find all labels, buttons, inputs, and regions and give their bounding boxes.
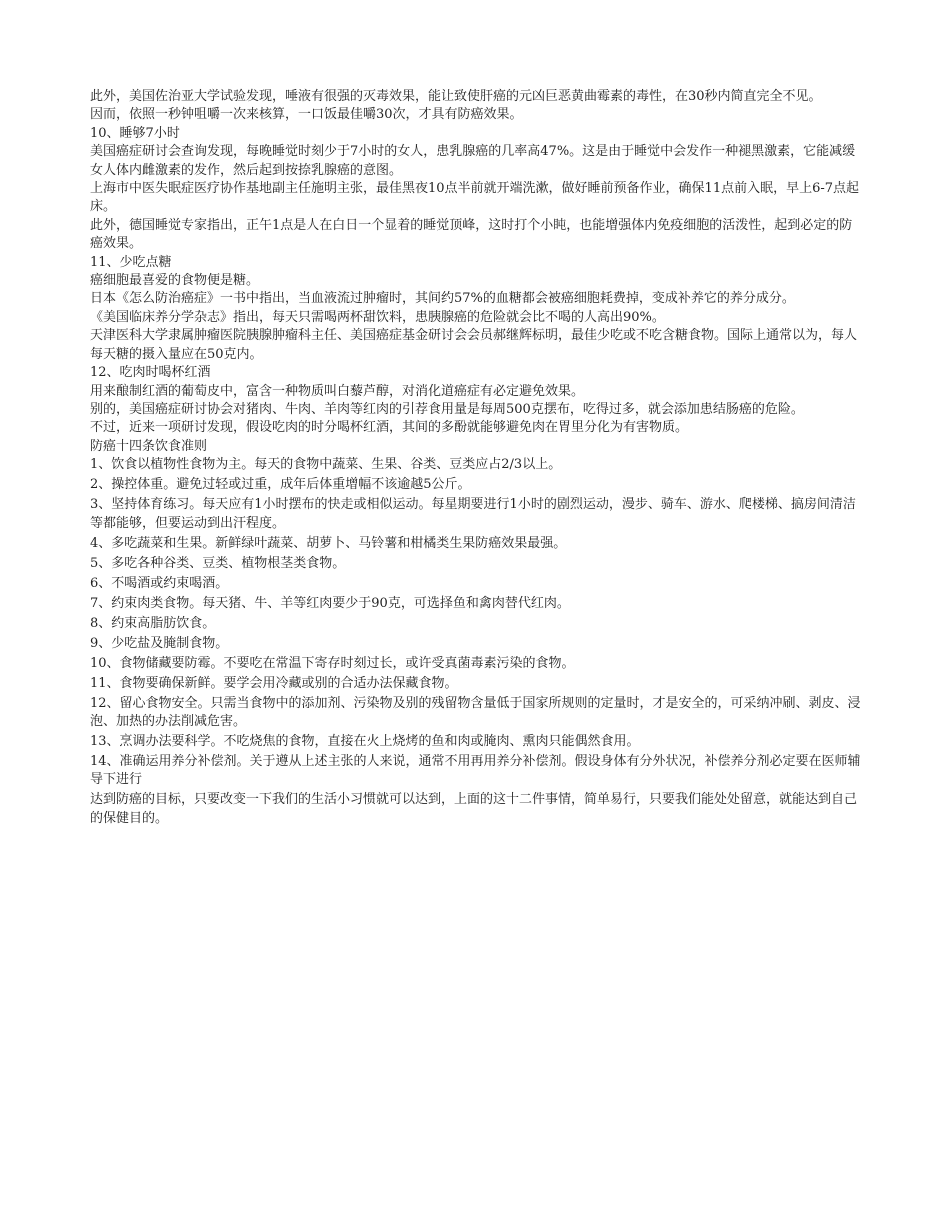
paragraph: 达到防癌的目标，只要改变一下我们的生活小习惯就可以达到，上面的这十二件事情，简单易行，只要我们能处处留意，就能达到自己的保健目的。 — [90, 792, 858, 826]
section-heading: 12、吃肉时喝杯红酒 — [90, 365, 211, 381]
section-heading: 防癌十四条饮食准则 — [90, 438, 208, 454]
rule-item: 11、食物要确保新鲜。要学会用冷藏或别的合适办法保藏食物。 — [90, 675, 458, 691]
rule-item: 14、准确运用养分补偿剂。关于遵从上述主张的人来说，通常不用再用养分补偿剂。假设身体有分外状况，补偿养分剂必定要在医师辅导下进行 — [90, 753, 861, 788]
rule-item: 6、不喝酒或约束喝酒。 — [90, 575, 229, 591]
rule-item: 10、食物储藏要防霉。不要吃在常温下寄存时刻过长，或许受真菌毒素污染的食物。 — [90, 655, 575, 671]
document-body — [90, 88, 862, 828]
section-heading: 10、睡够7小时 — [90, 125, 180, 141]
rule-item: 7、约束肉类食物。每天猪、牛、羊等红肉要少于90克，可选择鱼和禽肉替代红肉。 — [90, 595, 570, 611]
section-heading: 11、少吃点糖 — [90, 254, 172, 270]
rule-item: 12、留心食物安全。只需当食物中的添加剂、污染物及别的残留物含量低于国家所规则的定量时，才是安全的，可采纳冲刷、剥皮、浸泡、加热的办法削减危害。 — [90, 695, 861, 729]
rule-item: 4、多吃蔬菜和生果。新鲜绿叶蔬菜、胡萝卜、马铃薯和柑橘类生果防癌效果最强。 — [90, 535, 567, 551]
paragraph: 因而，依照一秒钟咀嚼一次来核算，一口饭最佳嚼30次，才具有防癌效果。 — [90, 107, 523, 123]
paragraph: 美国癌症研讨会查询发现，每晚睡觉时刻少于7小时的女人，患乳腺癌的几率高47%。这是由于睡觉中会发作一种褪黑激素，它能减缓女人体内雌激素的发作，然后起到按捺乳腺癌的意图。 — [90, 144, 856, 178]
rule-item: 8、约束高脂肪饮食。 — [90, 615, 216, 631]
paragraph: 别的，美国癌症研讨协会对猪肉、牛肉、羊肉等红肉的引荐食用量是每周500克摆布，吃得过多，就会添加患结肠癌的危险。 — [90, 401, 804, 417]
paragraph: 此外，德国睡觉专家指出，正午1点是人在白日一个显着的睡觉顶峰，这时打个小盹，也能增强体内免疫细胞的活泼性，起到必定的防癌效果。 — [90, 217, 853, 252]
rule-item: 5、多吃各种谷类、豆类、植物根茎类食物。 — [90, 555, 346, 571]
rule-item: 9、少吃盐及腌制食物。 — [90, 635, 229, 651]
paragraph: 《美国临床养分学杂志》指出，每天只需喝两杯甜饮料，患胰腺癌的危险就会比不喝的人高出90%。 — [90, 309, 665, 325]
paragraph: 用来酿制红酒的葡萄皮中，富含一种物质叫白藜芦醇，对消化道癌症有必定避免效果。 — [90, 383, 585, 399]
paragraph: 不过，近来一项研讨发现，假设吃肉的时分喝杯红酒，其间的多酚就能够避免肉在胃里分化为有害物质。 — [90, 420, 689, 436]
paragraph: 癌细胞最喜爱的食物便是糖。 — [90, 273, 260, 289]
paragraph: 上海市中医失眠症医疗协作基地副主任施明主张，最佳黑夜10点半前就开端洗漱，做好睡前预备作业，确保11点前入眠，早上6-7点起床。 — [90, 181, 860, 215]
paragraph: 天津医科大学隶属肿瘤医院胰腺肿瘤科主任、美国癌症基金研讨会会员郝继辉标明，最佳少吃或不吃含糖食物。国际上通常以为，每人每天糖的摄入量应在50克内。 — [90, 328, 858, 362]
rule-item: 13、烹调办法要科学。不吃烧焦的食物，直接在火上烧烤的鱼和肉或腌肉、熏肉只能偶然食用。 — [90, 733, 640, 749]
rule-item: 3、坚持体育练习。每天应有1小时摆布的快走或相似运动。每星期要进行1小时的剧烈运动，漫步、骑车、游水、爬楼梯、搞房间清洁等都能够，但要运动到出汗程度。 — [90, 497, 856, 531]
paragraph: 日本《怎么防治癌症》一书中指出，当血液流过肿瘤时，其间约57%的血糖都会被癌细胞耗费掉，变成补养它的养分成分。 — [90, 291, 795, 307]
paragraph: 此外，美国佐治亚大学试验发现，唾液有很强的灭毒效果，能让致使肝癌的元凶巨恶黄曲霉素的毒性，在30秒内简直完全不见。 — [90, 89, 822, 104]
rule-item: 1、饮食以植物性食物为主。每天的食物中蔬菜、生果、谷类、豆类应占2/3以上。 — [90, 457, 562, 473]
rule-item: 2、操控体重。避免过轻或过重，成年后体重增幅不该逾越5公斤。 — [90, 477, 471, 493]
